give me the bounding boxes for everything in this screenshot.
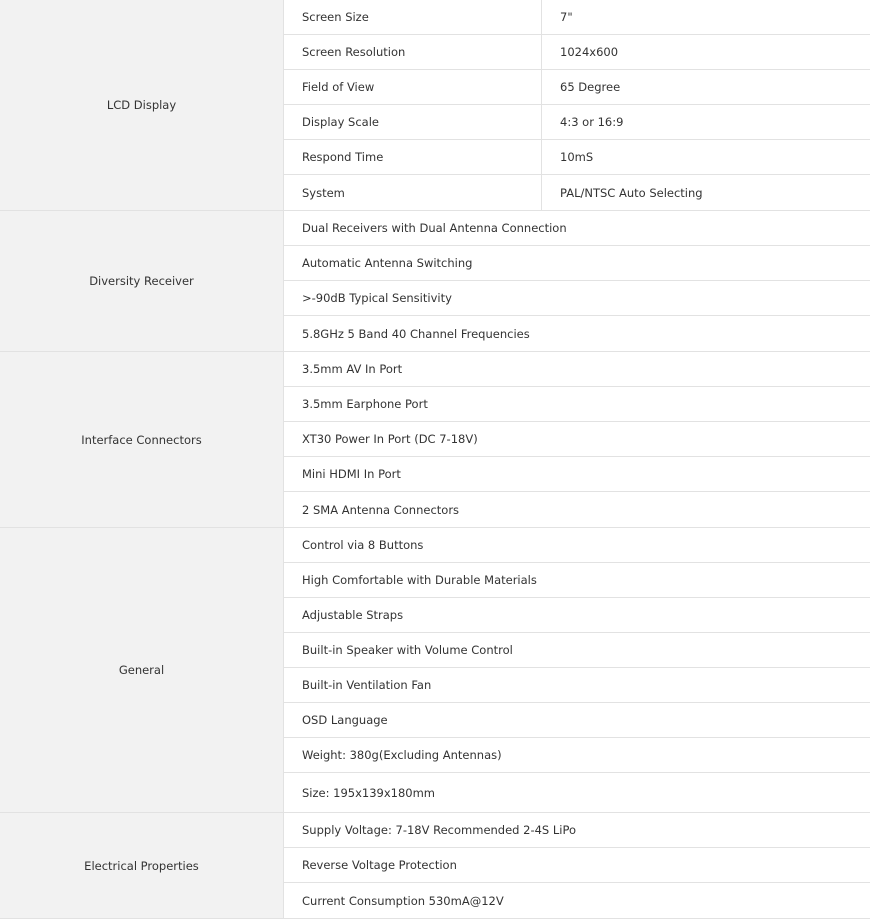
table-row	[284, 773, 870, 812]
row-value: 10mS	[560, 150, 594, 164]
row-name: 2 SMA Antenna Connectors	[302, 502, 460, 517]
row-name: High Comfortable with Durable Materials	[302, 573, 537, 587]
table-row	[284, 883, 870, 918]
group-label: Electrical Properties	[0, 813, 284, 918]
group-label: General	[0, 528, 284, 812]
group-rows	[284, 211, 870, 351]
table-row	[284, 563, 870, 598]
group-rows	[284, 352, 870, 527]
row-name: Supply Voltage: 7-18V Recommended 2-4S LiPo	[302, 823, 577, 837]
row-name: Weight: 380g(Excluding Antennas)	[302, 748, 502, 762]
table-row	[284, 0, 870, 35]
spec-group-lcd-display	[0, 0, 870, 211]
row-name: Adjustable Straps	[302, 608, 404, 622]
table-row	[284, 633, 870, 668]
group-label: LCD Display	[0, 0, 284, 210]
row-name: System	[284, 175, 542, 210]
table-row	[284, 105, 870, 140]
row-name: Display Scale	[284, 105, 542, 139]
table-row	[284, 457, 870, 492]
group-rows	[284, 813, 870, 918]
table-row	[284, 528, 870, 563]
row-name: Mini HDMI In Port	[302, 467, 401, 481]
group-rows	[284, 0, 870, 210]
table-row	[284, 848, 870, 883]
table-row	[284, 281, 870, 316]
table-row	[284, 211, 870, 246]
row-name: >-90dB Typical Sensitivity	[302, 291, 452, 305]
row-name: Size: 195x139x180mm	[302, 785, 436, 800]
row-value: 4:3 or 16:9	[560, 115, 624, 129]
table-row	[284, 35, 870, 70]
row-name: Built-in Speaker with Volume Control	[302, 643, 513, 657]
table-row	[284, 387, 870, 422]
row-name: Field of View	[284, 70, 542, 104]
row-value: 65 Degree	[560, 80, 621, 94]
table-row	[284, 352, 870, 387]
table-row	[284, 70, 870, 105]
row-name: Screen Size	[284, 0, 542, 34]
row-name: Automatic Antenna Switching	[302, 256, 473, 270]
table-row	[284, 175, 870, 210]
table-row	[284, 813, 870, 848]
group-rows	[284, 528, 870, 812]
group-label: Interface Connectors	[0, 352, 284, 527]
row-value: PAL/NTSC Auto Selecting	[560, 185, 703, 200]
table-row	[284, 703, 870, 738]
table-row	[284, 140, 870, 175]
spec-group-interface-connectors	[0, 352, 870, 528]
row-name: OSD Language	[302, 713, 388, 727]
row-name: Dual Receivers with Dual Antenna Connection	[302, 221, 567, 235]
group-label: Diversity Receiver	[0, 211, 284, 351]
table-row	[284, 738, 870, 773]
row-value: 7"	[560, 10, 573, 24]
row-name: XT30 Power In Port (DC 7-18V)	[302, 432, 478, 446]
row-name: 5.8GHz 5 Band 40 Channel Frequencies	[302, 326, 530, 341]
row-name: Respond Time	[284, 140, 542, 174]
spec-group-general	[0, 528, 870, 813]
row-name: Reverse Voltage Protection	[302, 858, 457, 872]
spec-group-diversity-receiver	[0, 211, 870, 352]
row-name: Current Consumption 530mA@12V	[302, 893, 504, 908]
row-name: Control via 8 Buttons	[302, 538, 424, 552]
spec-group-electrical-properties	[0, 813, 870, 919]
row-value: 1024x600	[560, 45, 619, 59]
row-name: 3.5mm Earphone Port	[302, 397, 428, 411]
table-row	[284, 316, 870, 351]
table-row	[284, 422, 870, 457]
row-name: Built-in Ventilation Fan	[302, 678, 432, 692]
table-row	[284, 598, 870, 633]
row-name: Screen Resolution	[284, 35, 542, 69]
table-row	[284, 492, 870, 527]
table-row	[284, 668, 870, 703]
row-name: 3.5mm AV In Port	[302, 362, 403, 376]
table-row	[284, 246, 870, 281]
